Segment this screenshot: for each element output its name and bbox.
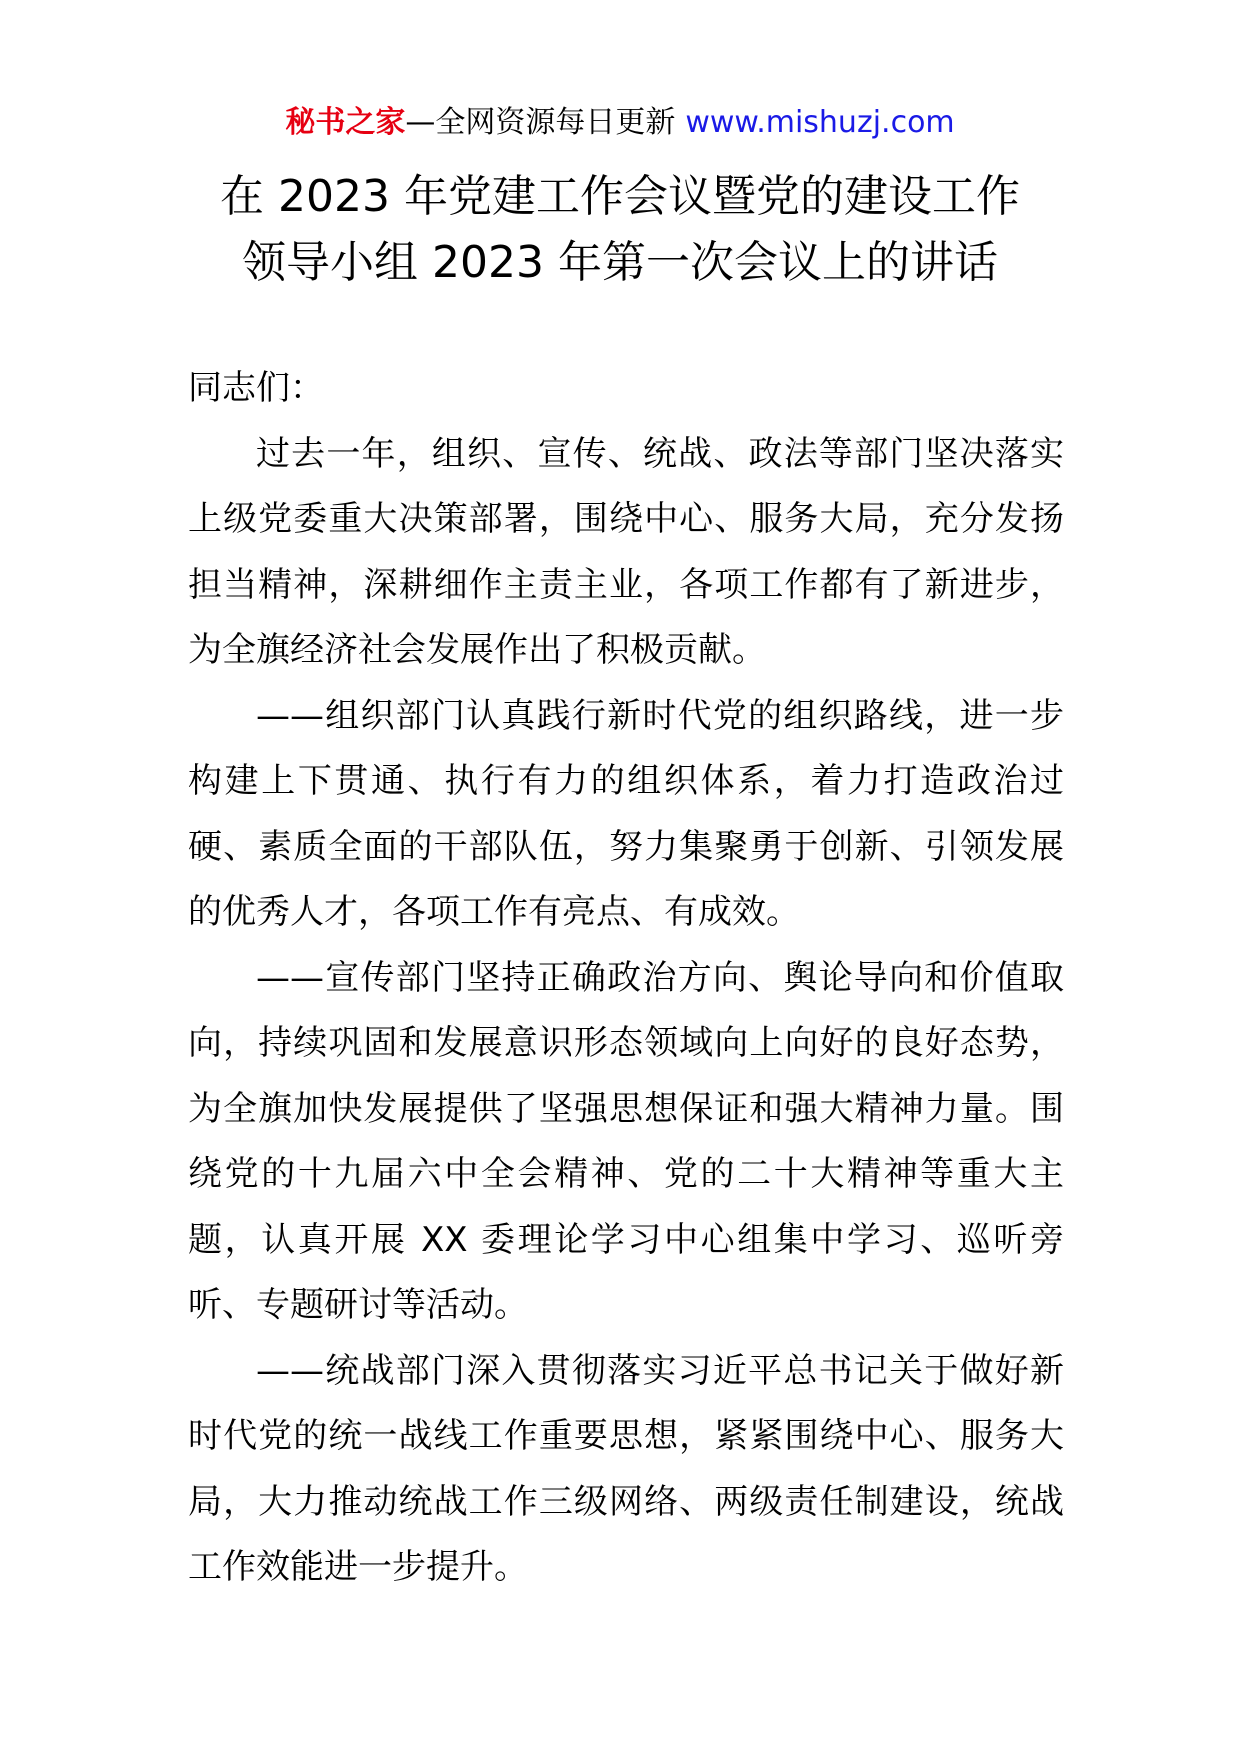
title-line-2: 领导小组 2023 年第一次会议上的讲话 [242, 237, 998, 288]
document-body [188, 356, 1064, 1601]
site-url-link[interactable]: www.mishuzj.com [685, 105, 955, 140]
paragraph-2: ——组织部门认真践行新时代党的组织路线，进一步构建上下贯通、执行有力的组织体系，着力打造政治过硬、素质全面的干部队伍，努力集聚勇于创新、引领发展的优秀人才，各项工作有亮点、有成效。 [188, 695, 1064, 932]
paragraph-1: 过去一年，组织、宣传、统战、政法等部门坚决落实上级党委重大决策部署，围绕中心、服务大局，充分发扬担当精神，深耕细作主责主业，各项工作都有了新进步，为全旗经济社会发展作出了积极贡献。 [188, 433, 1064, 670]
site-tagline: —全网资源每日更新 [405, 105, 676, 140]
salutation: 同志们： [188, 368, 324, 408]
paragraph-4: ——统战部门深入贯彻落实习近平总书记关于做好新时代党的统一战线工作重要思想，紧紧围绕中心、服务大局，大力推动统战工作三级网络、两级责任制建设，统战工作效能进一步提升。 [188, 1350, 1064, 1587]
title-line-1: 在 2023 年党建工作会议暨党的建设工作 [220, 171, 1020, 222]
document-title [0, 164, 1240, 296]
site-header [0, 100, 1240, 146]
paragraph-3: ——宣传部门坚持正确政治方向、舆论导向和价值取向，持续巩固和发展意识形态领域向上向好的良好态势，为全旗加快发展提供了坚强思想保证和强大精神力量。围绕党的十九届六中全会精神、党的二十大精神等重大主题，认真开展 XX 委理论学习中心组集中学习、巡听旁听、专题研讨等活动。 [188, 957, 1064, 1325]
site-brand: 秘书之家 [285, 105, 406, 140]
